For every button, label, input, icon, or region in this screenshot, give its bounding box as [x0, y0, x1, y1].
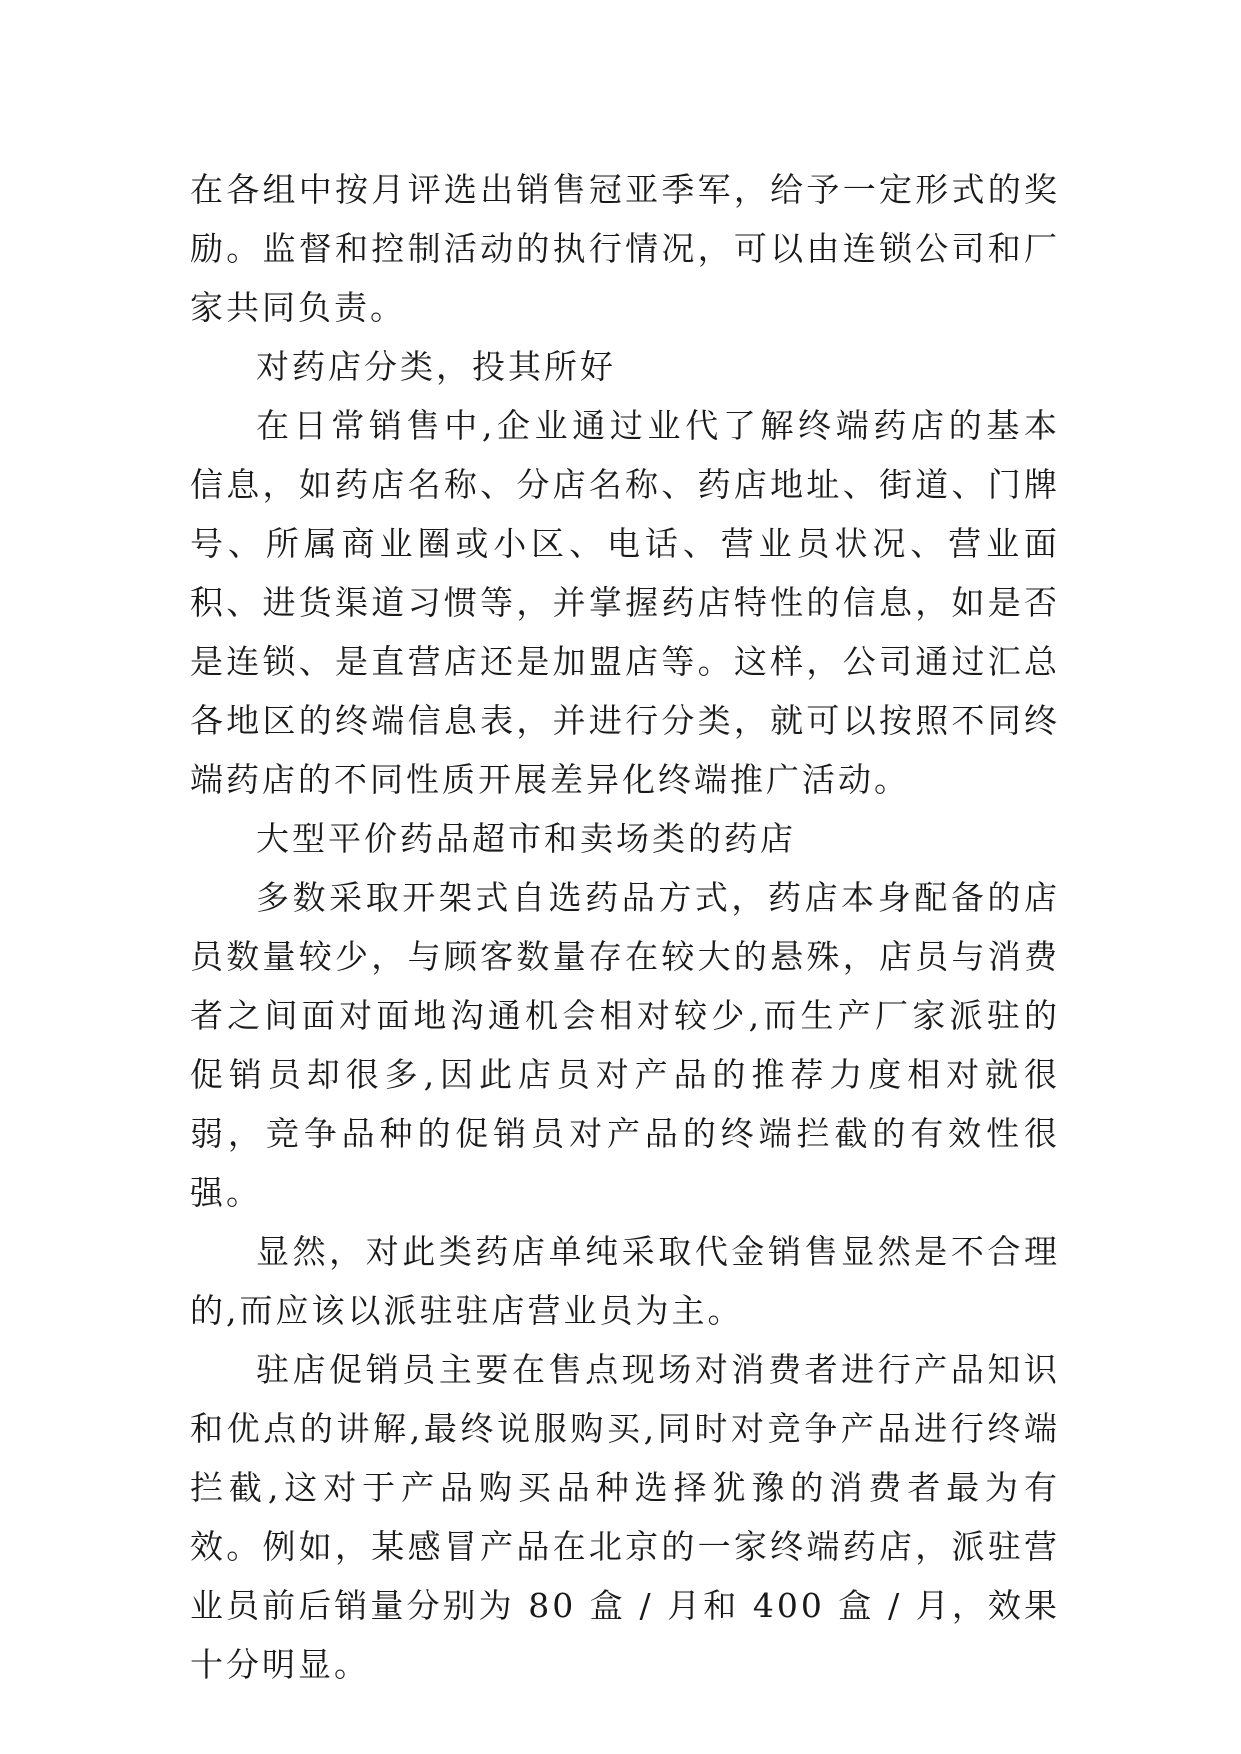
paragraph-daily-sales: 在日常销售中,企业通过业代了解终端药店的基本信息，如药店名称、分店名称、药店地址、街道、门牌号、所属商业圈或小区、电话、营业员状况、营业面积、进货渠道习惯等，并掌握药店特性的信息，如是否是连锁、是直营店还是加盟店等。这样，公司通过汇总各地区的终端信息表，并进行分类，就可以按照不同终端药店的不同性质开展差异化终端推广活动。: [190, 406, 1060, 799]
paragraph-promoters: 驻店促销员主要在售点现场对消费者进行产品知识和优点的讲解,最终说服购买,同时对竞争产品进行终端拦截,这对于产品购买品种选择犹豫的消费者最为有效。例如，某感冒产品在北京的一家终端药店，派驻营业员前后销量分别为 80 盒 / 月和 400 盒 / 月，效果十分明显。: [190, 1350, 1060, 1684]
heading-large-pharmacies: 大型平价药品超市和卖场类的药店: [256, 819, 796, 858]
paragraph-awards: 在各组中按月评选出销售冠亚季军，给予一定形式的奖励。监督和控制活动的执行情况，可以由连锁公司和厂家共同负责。: [190, 170, 1060, 327]
paragraph-conclusion: 显然，对此类药店单纯采取代金销售显然是不合理的,而应该以派驻驻店营业员为主。: [190, 1232, 1060, 1330]
paragraph-open-shelf: 多数采取开架式自选药品方式，药店本身配备的店员数量较少，与顾客数量存在较大的悬殊，店员与消费者之间面对面地沟通机会相对较少,而生产厂家派驻的促销员却很多,因此店员对产品的推荐力度相对就很弱，竞争品种的促销员对产品的终端拦截的有效性很强。: [190, 878, 1060, 1212]
body-text: [190, 160, 1060, 1694]
heading-classify-pharmacies: 对药店分类，投其所好: [256, 347, 616, 386]
